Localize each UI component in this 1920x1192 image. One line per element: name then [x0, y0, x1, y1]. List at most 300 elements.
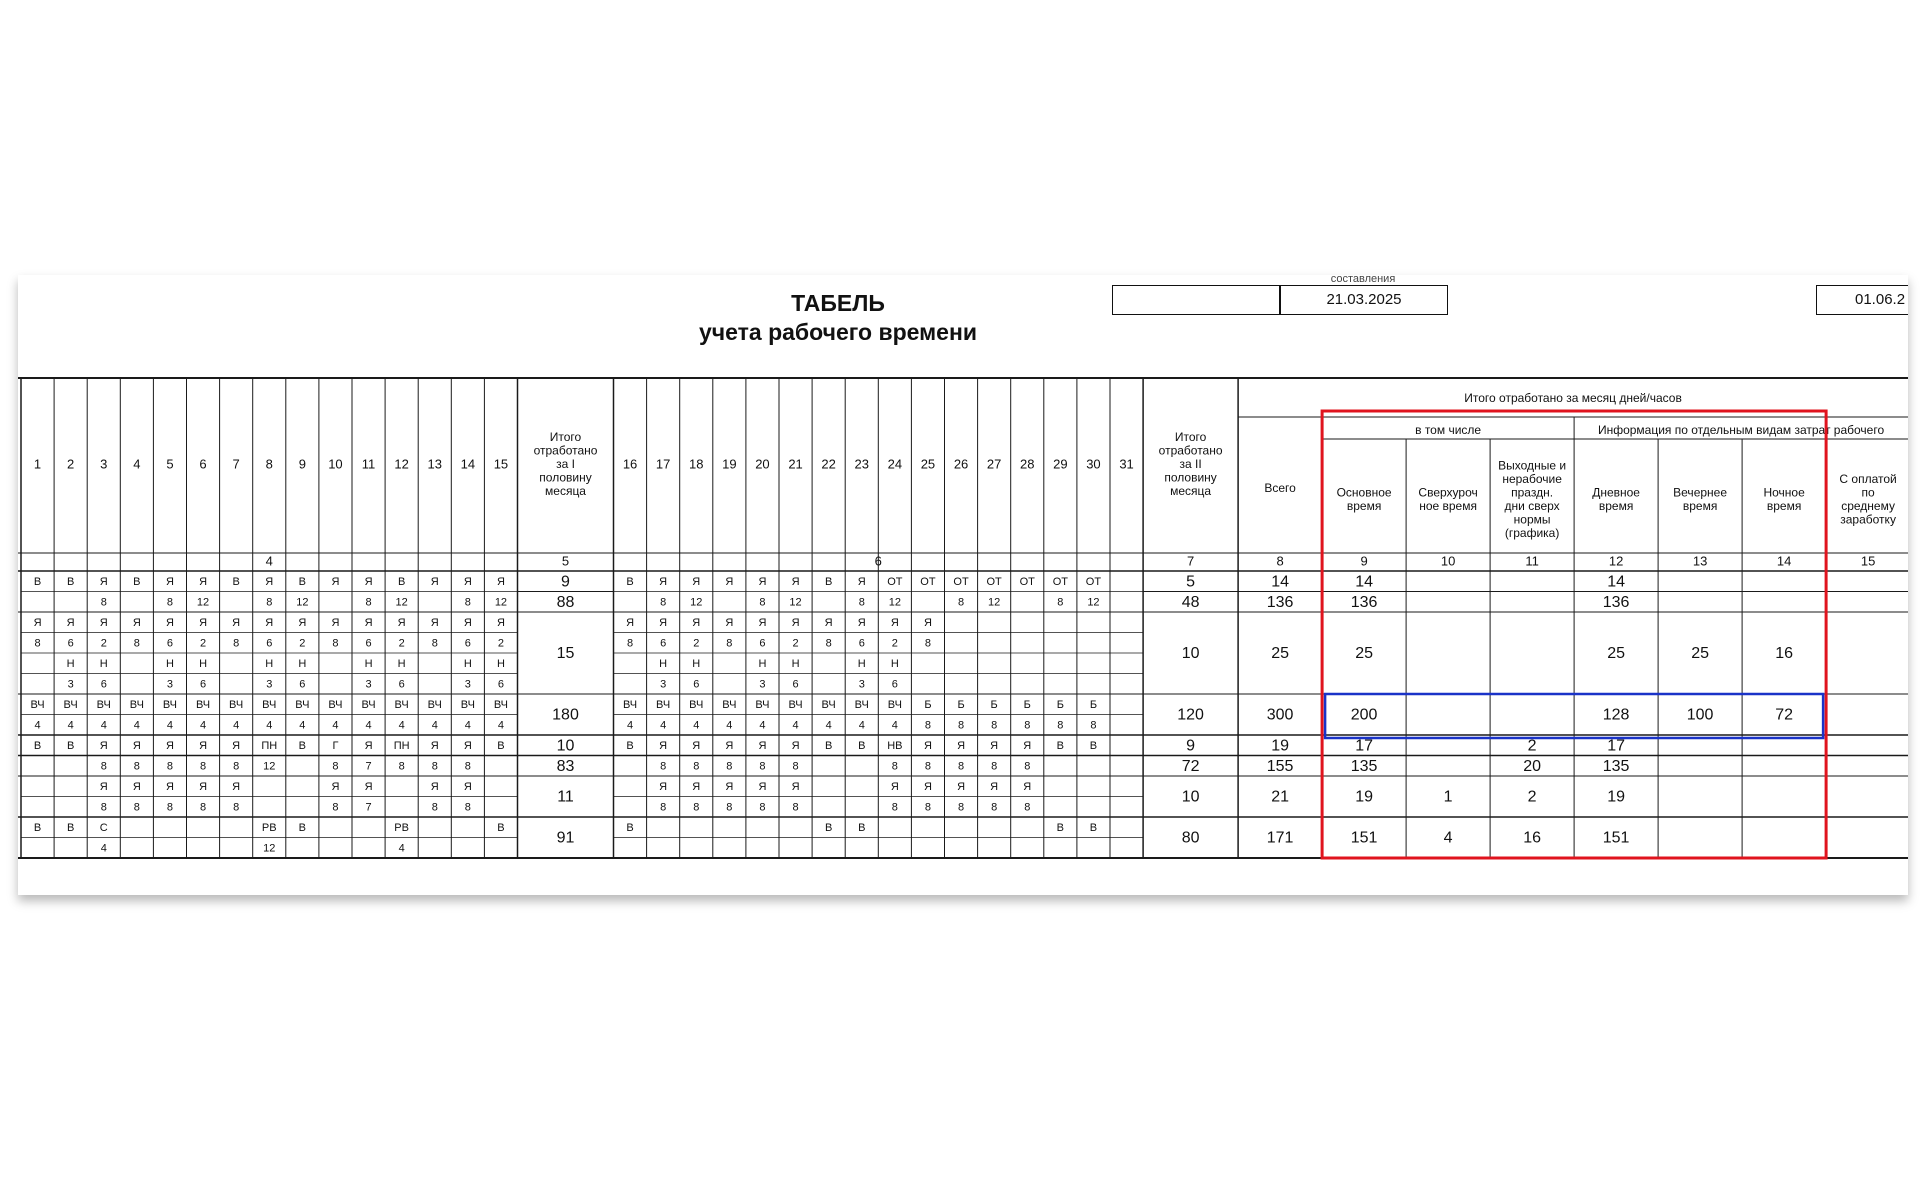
summary-column-header: Основное время: [1336, 485, 1392, 513]
day-cell: Я: [496, 617, 505, 630]
day-cell: Н: [66, 658, 75, 671]
day-cell: В: [232, 576, 240, 589]
day-cell: Я: [66, 617, 75, 630]
day-cell: Я: [298, 617, 307, 630]
day-cell: В: [626, 576, 634, 589]
day-cell: 4: [299, 719, 306, 732]
day-cell: В: [626, 740, 634, 753]
day-cell: 12: [888, 596, 901, 609]
column-number: 7: [1186, 553, 1195, 569]
summary-value: 151: [1350, 829, 1378, 847]
day-cell: В: [497, 822, 505, 835]
day-cell: 8: [431, 760, 438, 773]
day-cell: 8: [726, 760, 733, 773]
day-number-header: 19: [722, 456, 737, 472]
day-cell: 8: [660, 760, 667, 773]
day-cell: Я: [463, 617, 472, 630]
day-number-header: 31: [1119, 456, 1134, 472]
day-cell: 6: [858, 637, 865, 650]
day-cell: Б: [990, 699, 998, 712]
day-cell: 8: [924, 801, 932, 814]
day-cell: 12: [263, 842, 276, 855]
day-cell: 8: [726, 637, 733, 650]
day-cell: 6: [891, 678, 898, 691]
summary-column-header: Ночное время: [1763, 485, 1805, 513]
day-cell: 3: [858, 678, 865, 691]
day-number-header: 27: [986, 456, 1002, 472]
day-cell: Я: [692, 617, 701, 630]
day-cell: 8: [924, 719, 932, 732]
day-cell: 8: [792, 760, 799, 773]
day-number-header: 17: [655, 456, 671, 472]
half2-total-header: Итого отработано за II половину месяца: [1158, 430, 1223, 499]
half2-total-value: 5: [1186, 573, 1196, 591]
day-cell: 8: [100, 596, 107, 609]
document-subtitle: учета рабочего времени: [699, 319, 977, 345]
day-cell: Я: [430, 617, 439, 630]
summary-value: 2: [1527, 737, 1537, 755]
column-number: 8: [1276, 553, 1284, 569]
summary-column-header: Выходные и нерабочие праздн. дни сверх нормы (графика): [1498, 458, 1567, 540]
day-cell: Я: [132, 617, 141, 630]
day-cell: Я: [165, 781, 174, 794]
day-cell: В: [497, 740, 505, 753]
day-cell: 8: [100, 760, 107, 773]
day-cell: 4: [332, 719, 339, 732]
day-cell: В: [1089, 740, 1098, 753]
day-cell: ВЧ: [689, 699, 704, 712]
day-cell: 4: [660, 719, 667, 732]
day-cell: 6: [199, 678, 207, 691]
day-cell: 8: [133, 760, 140, 773]
day-number-header: 26: [953, 456, 969, 472]
day-cell: 8: [332, 760, 339, 773]
day-cell: 8: [233, 637, 240, 650]
day-cell: Я: [364, 617, 373, 630]
summary-value: 14: [1271, 573, 1289, 591]
day-cell: 8: [1024, 801, 1031, 814]
day-cell: 4: [233, 719, 240, 732]
day-cell: Я: [232, 740, 241, 753]
day-cell: Я: [659, 617, 668, 630]
day-cell: Н: [364, 658, 373, 671]
day-cell: 4: [759, 719, 766, 732]
day-cell: Я: [397, 617, 406, 630]
summary-value: 300: [1266, 706, 1294, 724]
day-cell: Я: [890, 781, 899, 794]
day-cell: Я: [132, 740, 141, 753]
day-cell: 3: [67, 678, 74, 691]
day-cell: 8: [693, 760, 700, 773]
day-cell: 4: [100, 842, 107, 855]
day-cell: 8: [957, 760, 965, 773]
day-cell: 8: [199, 801, 207, 814]
summary-value: 171: [1266, 829, 1294, 847]
day-cell: 2: [398, 637, 405, 650]
day-number-header: 25: [920, 456, 936, 472]
day-cell: В: [858, 740, 866, 753]
day-cell: ВЧ: [229, 699, 244, 712]
day-cell: ВЧ: [493, 699, 509, 712]
summary-value: 4: [1443, 829, 1453, 847]
day-cell: 8: [233, 801, 240, 814]
day-cell: В: [298, 740, 307, 753]
summary-value: 25: [1271, 645, 1289, 663]
day-cell: В: [133, 576, 141, 589]
day-cell: Б: [1056, 699, 1064, 712]
summary-value: 14: [1607, 573, 1625, 591]
day-cell: 12: [690, 596, 703, 609]
day-cell: ВЧ: [887, 699, 902, 712]
day-cell: Я: [725, 617, 734, 630]
day-cell: Я: [463, 740, 472, 753]
day-number-header: 29: [1053, 456, 1068, 472]
day-cell: Я: [923, 781, 932, 794]
day-cell: Я: [99, 617, 108, 630]
day-cell: 8: [1090, 719, 1097, 732]
summary-value: 136: [1350, 593, 1378, 611]
day-cell: Б: [957, 699, 965, 712]
day-cell: 6: [299, 678, 306, 691]
day-cell: 4: [199, 719, 207, 732]
day-cell: ВЧ: [656, 699, 671, 712]
summary-value: 135: [1602, 757, 1630, 775]
day-cell: 4: [858, 719, 865, 732]
day-cell: ВЧ: [195, 699, 211, 712]
day-cell: Я: [990, 740, 999, 753]
day-cell: В: [858, 822, 866, 835]
day-cell: Г: [332, 740, 339, 753]
summary-value: 136: [1602, 593, 1630, 611]
column-number: 13: [1692, 553, 1708, 569]
half1-total-value: 88: [556, 593, 575, 611]
day-cell: 8: [957, 596, 965, 609]
day-cell: 4: [34, 719, 41, 732]
day-cell: 8: [431, 637, 438, 650]
summary-value: 25: [1355, 645, 1373, 663]
summary-value: 19: [1355, 788, 1373, 806]
day-cell: Я: [331, 617, 340, 630]
day-cell: 4: [464, 719, 471, 732]
day-cell: 4: [693, 719, 700, 732]
header-date-field-partial: 01.06.2: [1816, 285, 1908, 315]
day-cell: 6: [693, 678, 700, 691]
day-cell: Я: [957, 740, 966, 753]
day-cell: Я: [725, 740, 734, 753]
day-cell: 2: [100, 637, 107, 650]
column-number: 10: [1440, 553, 1456, 569]
day-cell: Я: [463, 781, 472, 794]
half2-total-value: 120: [1177, 706, 1204, 724]
day-cell: 8: [792, 801, 799, 814]
summary-value: 17: [1607, 737, 1625, 755]
day-number-header: 13: [427, 456, 442, 472]
day-cell: Б: [1023, 699, 1031, 712]
day-cell: 12: [263, 760, 276, 773]
day-cell: В: [1056, 822, 1065, 835]
day-cell: Я: [791, 576, 800, 589]
day-cell: Я: [692, 781, 701, 794]
day-cell: В: [824, 740, 833, 753]
day-cell: 7: [365, 801, 372, 814]
summary-value: 19: [1607, 788, 1625, 806]
day-cell: 6: [266, 637, 273, 650]
day-cell: 8: [924, 637, 932, 650]
day-cell: В: [66, 576, 75, 589]
day-cell: 8: [891, 760, 898, 773]
day-cell: Я: [199, 781, 208, 794]
day-cell: 12: [988, 596, 1001, 609]
day-cell: Н: [99, 658, 108, 671]
day-cell: Я: [99, 781, 108, 794]
day-number-header: 30: [1086, 456, 1101, 472]
summary-value: 17: [1355, 737, 1373, 755]
day-cell: ОТ: [953, 576, 969, 589]
timesheet-document: [18, 275, 1908, 895]
day-cell: РВ: [394, 822, 409, 835]
day-cell: ВЧ: [262, 699, 277, 712]
day-cell: 8: [693, 801, 700, 814]
half2-total-value: 10: [1181, 645, 1200, 663]
day-cell: Я: [725, 781, 734, 794]
summary-value: 1: [1443, 788, 1453, 806]
day-cell: 8: [759, 596, 766, 609]
column-number: 14: [1776, 553, 1792, 569]
half2-total-value: 48: [1181, 593, 1200, 611]
day-cell: 8: [626, 637, 634, 650]
day-cell: 8: [166, 760, 174, 773]
half1-total-value: 91: [556, 829, 575, 847]
day-cell: 8: [332, 801, 339, 814]
day-number-header: 23: [854, 456, 869, 472]
day-cell: 8: [233, 760, 240, 773]
day-cell: ВЧ: [295, 699, 310, 712]
day-cell: В: [1056, 740, 1065, 753]
day-cell: Я: [331, 576, 340, 589]
day-number-header: 6: [199, 456, 207, 472]
day-number-header: 2: [67, 456, 75, 472]
half2-total-value: 10: [1181, 788, 1200, 806]
day-cell: Я: [990, 781, 999, 794]
summary-value: 100: [1686, 706, 1714, 724]
day-cell: Б: [924, 699, 932, 712]
summary-column-header: Дневное время: [1592, 485, 1640, 513]
day-cell: Н: [397, 658, 406, 671]
column-number: 15: [1860, 553, 1876, 569]
day-cell: ВЧ: [328, 699, 343, 712]
day-cell: Я: [957, 781, 966, 794]
day-cell: Я: [791, 617, 800, 630]
day-cell: Н: [890, 658, 899, 671]
column-number: 4: [265, 553, 273, 569]
day-cell: Я: [824, 617, 833, 630]
day-cell: НВ: [887, 740, 903, 753]
day-cell: 6: [497, 678, 505, 691]
day-cell: Я: [692, 740, 701, 753]
day-cell: 4: [133, 719, 140, 732]
day-cell: 8: [133, 637, 140, 650]
day-cell: 8: [1024, 760, 1031, 773]
day-cell: Я: [1023, 781, 1032, 794]
day-cell: ВЧ: [821, 699, 836, 712]
day-cell: 8: [891, 801, 898, 814]
day-cell: Н: [659, 658, 668, 671]
day-cell: ОТ: [920, 576, 936, 589]
summary-value: 20: [1523, 757, 1541, 775]
day-cell: Я: [430, 740, 439, 753]
day-cell: ВЧ: [788, 699, 803, 712]
day-cell: Я: [659, 781, 668, 794]
day-cell: ОТ: [1085, 576, 1102, 589]
day-cell: 12: [196, 596, 210, 609]
day-cell: 8: [1057, 596, 1064, 609]
day-cell: 4: [626, 719, 634, 732]
day-cell: 4: [792, 719, 799, 732]
day-cell: Я: [1023, 740, 1032, 753]
day-cell: 3: [464, 678, 471, 691]
day-cell: Я: [758, 740, 767, 753]
day-cell: 4: [365, 719, 372, 732]
summary-value: 128: [1602, 706, 1630, 724]
day-cell: Я: [758, 781, 767, 794]
day-number-header: 8: [265, 456, 273, 472]
day-number-header: 10: [328, 456, 343, 472]
day-cell: 6: [398, 678, 405, 691]
day-cell: 4: [497, 719, 505, 732]
day-cell: Я: [364, 781, 373, 794]
day-cell: 2: [497, 637, 505, 650]
summary-value: 135: [1350, 757, 1378, 775]
day-cell: В: [824, 822, 833, 835]
day-cell: Н: [857, 658, 866, 671]
summary-value: 25: [1607, 645, 1625, 663]
day-cell: Я: [923, 617, 932, 630]
day-cell: 8: [464, 596, 471, 609]
day-cell: 6: [166, 637, 174, 650]
day-cell: Я: [364, 576, 373, 589]
day-cell: Я: [857, 576, 866, 589]
summary-value: 155: [1266, 757, 1294, 775]
day-cell: Я: [890, 617, 899, 630]
day-cell: ПН: [261, 740, 278, 753]
day-cell: 12: [789, 596, 802, 609]
half2-total-value: 72: [1181, 757, 1200, 775]
half1-total-value: 9: [561, 573, 570, 591]
day-number-header: 18: [689, 456, 704, 472]
day-cell: 8: [759, 801, 766, 814]
half1-total-value: 15: [556, 645, 575, 663]
summary-value: 200: [1350, 706, 1378, 724]
column-number: 5: [561, 553, 570, 569]
day-cell: 12: [494, 596, 508, 609]
day-cell: 4: [67, 719, 74, 732]
day-cell: ОТ: [1052, 576, 1068, 589]
day-cell: ВЧ: [96, 699, 111, 712]
day-cell: Н: [165, 658, 174, 671]
day-number-header: 28: [1020, 456, 1035, 472]
day-cell: ОТ: [887, 576, 903, 589]
day-cell: 8: [464, 760, 471, 773]
day-number-header: 9: [298, 456, 306, 472]
column-number: 11: [1525, 553, 1539, 569]
day-cell: ПН: [393, 740, 410, 753]
summary-value: 19: [1271, 737, 1289, 755]
day-cell: 8: [957, 719, 965, 732]
summary-value: 16: [1523, 829, 1541, 847]
day-cell: 12: [1087, 596, 1100, 609]
day-number-header: 22: [821, 456, 836, 472]
day-cell: 4: [100, 719, 107, 732]
day-cell: 12: [395, 596, 408, 609]
day-cell: ВЧ: [622, 699, 638, 712]
day-cell: В: [824, 576, 833, 589]
day-cell: 2: [693, 637, 700, 650]
day-cell: 4: [398, 842, 405, 855]
day-cell: 4: [891, 719, 898, 732]
summary-value: 21: [1271, 788, 1289, 806]
day-cell: Я: [99, 576, 108, 589]
day-cell: Я: [33, 617, 42, 630]
day-cell: РВ: [261, 822, 277, 835]
summary-value: 72: [1775, 706, 1793, 724]
day-cell: Н: [758, 658, 767, 671]
half1-total-header: Итого отработано за I половину месяца: [533, 430, 598, 499]
day-number-header: 1: [33, 456, 42, 472]
day-cell: В: [33, 576, 42, 589]
day-cell: Я: [165, 617, 174, 630]
day-cell: Я: [725, 576, 734, 589]
half1-total-value: 10: [556, 737, 575, 755]
day-cell: Я: [430, 781, 439, 794]
day-number-header: 11: [361, 456, 376, 472]
day-cell: 8: [166, 801, 174, 814]
day-cell: 8: [431, 801, 438, 814]
day-number-header: 15: [493, 456, 509, 472]
day-cell: 6: [464, 637, 471, 650]
day-cell: 8: [266, 596, 273, 609]
day-cell: 8: [858, 596, 865, 609]
day-cell: 8: [464, 801, 471, 814]
month-total-header: Итого отработано за месяц дней/часов: [1464, 391, 1682, 406]
day-cell: Я: [265, 576, 274, 589]
day-cell: Я: [758, 576, 767, 589]
day-cell: Я: [232, 617, 241, 630]
day-cell: ВЧ: [394, 699, 409, 712]
day-cell: ВЧ: [854, 699, 869, 712]
day-cell: ОТ: [986, 576, 1002, 589]
day-cell: 8: [991, 760, 998, 773]
day-cell: 3: [660, 678, 667, 691]
day-cell: Я: [463, 576, 472, 589]
day-cell: 8: [133, 801, 140, 814]
day-cell: 3: [266, 678, 273, 691]
summary-value: 136: [1266, 593, 1294, 611]
day-cell: ВЧ: [129, 699, 144, 712]
day-cell: Я: [199, 740, 208, 753]
day-cell: Я: [857, 617, 866, 630]
summary-value: 151: [1602, 829, 1630, 847]
day-cell: 8: [660, 596, 667, 609]
timesheet-table: [18, 275, 1908, 895]
day-number-header: 3: [100, 456, 108, 472]
day-number-header: 24: [887, 456, 903, 472]
day-cell: 4: [266, 719, 273, 732]
day-cell: 8: [660, 801, 667, 814]
day-cell: 4: [726, 719, 733, 732]
day-cell: 8: [365, 596, 372, 609]
day-cell: 4: [431, 719, 438, 732]
day-cell: Я: [265, 617, 274, 630]
